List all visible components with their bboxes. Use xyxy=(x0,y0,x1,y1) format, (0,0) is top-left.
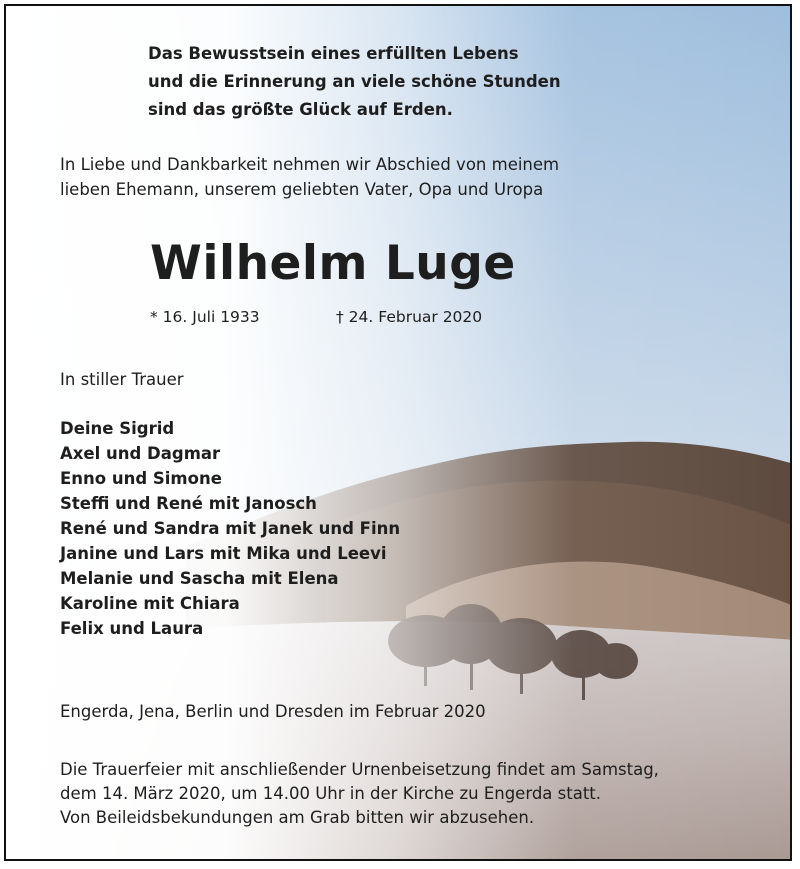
poem-verse xyxy=(148,40,561,124)
obituary-text xyxy=(6,6,792,861)
notice-line: Von Beileidsbekundungen am Grab bitten wir abzusehen. xyxy=(60,808,535,827)
family-member: Felix und Laura xyxy=(60,619,204,638)
deceased-name: Wilhelm Luge xyxy=(150,236,516,291)
poem-line: und die Erinnerung an viele schöne Stunden xyxy=(148,72,561,91)
family-list xyxy=(60,416,400,641)
place-date: Engerda, Jena, Berlin und Dresden im Februar 2020 xyxy=(60,702,486,721)
mourning-heading: In stiller Trauer xyxy=(60,370,184,389)
family-member: Enno und Simone xyxy=(60,469,222,488)
funeral-notice xyxy=(60,758,659,830)
family-member: Steffi und René mit Janosch xyxy=(60,494,317,513)
intro-line: In Liebe und Dankbarkeit nehmen wir Abschied von meinem xyxy=(60,155,560,174)
obituary-frame xyxy=(4,4,792,861)
intro-text xyxy=(60,152,559,202)
family-member: Axel und Dagmar xyxy=(60,444,221,463)
family-member: Melanie und Sascha mit Elena xyxy=(60,569,339,588)
poem-line: Das Bewusstsein eines erfüllten Lebens xyxy=(148,44,519,63)
family-member: Karoline mit Chiara xyxy=(60,594,240,613)
family-member: Janine und Lars mit Mika und Leevi xyxy=(60,544,387,563)
family-member: René und Sandra mit Janek und Finn xyxy=(60,519,401,538)
family-member: Deine Sigrid xyxy=(60,419,175,438)
death-date: † 24. Februar 2020 xyxy=(336,308,483,326)
poem-line: sind das größte Glück auf Erden. xyxy=(148,100,453,119)
birth-date: * 16. Juli 1933 xyxy=(150,308,260,326)
notice-line: Die Trauerfeier mit anschließender Urnenbeisetzung findet am Samstag, xyxy=(60,760,659,779)
notice-line: dem 14. März 2020, um 14.00 Uhr in der Kirche zu Engerda statt. xyxy=(60,784,602,803)
intro-line: lieben Ehemann, unserem geliebten Vater, Opa und Uropa xyxy=(60,180,544,199)
